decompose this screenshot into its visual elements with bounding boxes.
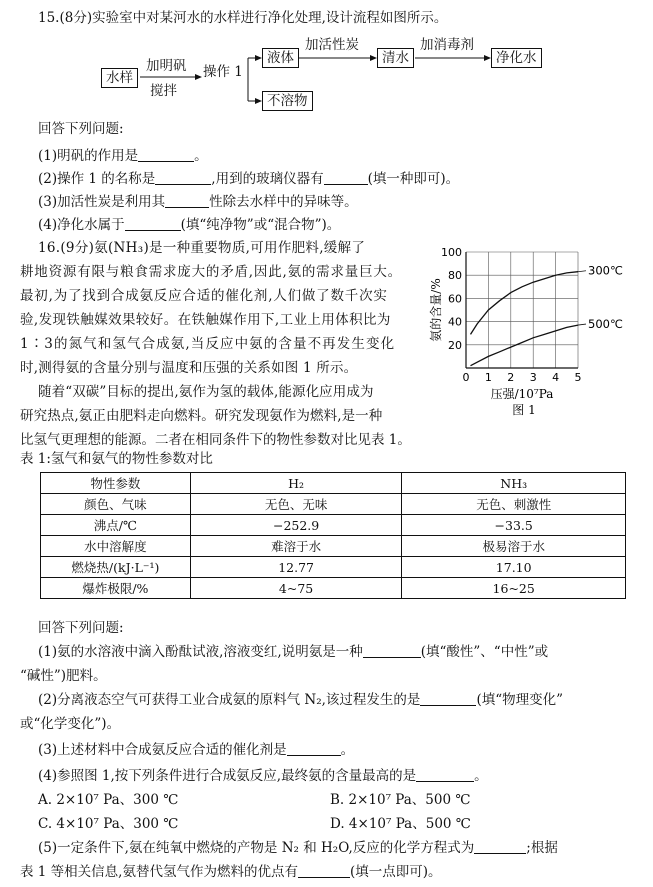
table-row [41,536,626,557]
q16-item-1: (1)氨的水溶液中滴入酚酞试液,溶液变红,说明氨是一种 (填“酸性”、“中性”或 [38,644,549,660]
flow-sample-box: 水样 [101,68,138,88]
q15-item-4: (4)净化水属于 (填“纯净物”或“混合物”)。 [38,217,341,233]
q16-para-line: 验,发现铁触媒效果较好。在铁触媒作用下,工业上用体积比为 [20,312,391,328]
x-tick-label: 1 [484,371,492,384]
table-cell: 16~25 [402,578,626,599]
table-row [41,515,626,536]
table-cell: 难溶于水 [190,536,402,557]
series-leader [578,271,586,272]
q16-item-1-cont: “碱性”)肥料。 [20,668,107,684]
answer-blank[interactable] [138,147,194,162]
x-tick-label: 4 [552,371,560,384]
table-cell: 无色、刺激性 [402,494,626,515]
answer-blank[interactable] [420,691,476,706]
flow-insoluble-box: 不溶物 [262,91,313,111]
table-cell: 水中溶解度 [41,536,191,557]
flow-add-disinfectant-label: 加消毒剂 [420,37,474,53]
y-tick-label: 80 [448,269,462,283]
table-cell: −252.9 [190,515,402,536]
table-cell: 极易溶于水 [402,536,626,557]
table-header-cell: H₂ [190,473,402,494]
flow-clear-water-box: 清水 [377,48,414,68]
q15-prompt: 回答下列问题: [38,121,124,137]
answer-blank[interactable] [474,839,526,854]
q16-para-line: 1∶3的氮气和氢气合成氨,当反应中氨的含量不再发生变化 [20,336,396,352]
flow-liquid-box: 液体 [262,48,299,68]
answer-blank[interactable] [416,767,474,782]
q16-para-line: 比氢气更理想的能源。二者在相同条件下的物性参数对比见表 1。 [20,432,411,448]
q15-item-3: (3)加活性炭是利用其 性除去水样中的异味等。 [38,194,358,210]
table-cell: 沸点/℃ [41,515,191,536]
q16-prompt: 回答下列问题: [38,620,124,636]
q16-para-line: 随着“双碳”目标的提出,氨作为氢的载体,能源化应用成为 [38,384,374,400]
q16-item-2: (2)分离液态空气可获得工业合成氨的原料气 N₂,该过程发生的是 (填“物理变化” [38,692,564,708]
answer-blank[interactable] [165,193,209,208]
table-row [41,494,626,515]
q16-para-line: 16.(9分)氨(NH₃)是一种重要物质,可用作肥料,缓解了 [38,240,366,256]
table-cell: 燃烧热/(kJ·L⁻¹) [41,557,191,578]
ammonia-content-chart [428,240,650,420]
x-tick-label: 3 [529,371,537,384]
answer-blank[interactable] [324,170,368,185]
y-tick-label: 100 [441,246,462,259]
flow-stir-label: 搅拌 [150,83,177,99]
x-axis-label: 压强/10⁷Pa [490,387,554,401]
q16-item-3: (3)上述材料中合成氨反应合适的催化剂是 。 [38,742,355,758]
table-cell: 颜色、气味 [41,494,191,515]
series-label: 500℃ [588,317,623,332]
flow-add-alum-label: 加明矾 [146,58,187,74]
q16-para-line: 时,测得氨的含量分别与温度和压强的关系如图 1 所示。 [20,360,358,376]
q16-item-5-cont: 表 1 等相关信息,氨替代氢气作为燃料的优点有 (填一点即可)。 [20,864,442,880]
q15-item-2: (2)操作 1 的名称是 ,用到的玻璃仪器有 (填一种即可)。 [38,171,460,187]
q15-header: 15.(8分)实验室中对某河水的水样进行净化处理,设计流程如图所示。 [38,10,448,26]
answer-blank[interactable] [155,170,211,185]
option-b[interactable]: B. 2×10⁷ Pa、500 ℃ [330,792,471,808]
flow-arrows [0,0,653,120]
series-label: 300℃ [588,263,623,278]
y-tick-label: 60 [448,292,462,306]
table-cell: 4~75 [190,578,402,599]
flow-op1-label: 操作 1 [203,64,243,80]
properties-table [40,472,626,599]
y-tick-label: 20 [448,338,462,352]
q16-item-4: (4)参照图 1,按下列条件进行合成氨反应,最终氨的含量最高的是 。 [38,768,488,784]
table-cell: 12.77 [190,557,402,578]
answer-blank[interactable] [287,741,341,756]
table-row [41,578,626,599]
table-cell: 爆炸极限/% [41,578,191,599]
flow-purified-water-box: 净化水 [491,48,542,68]
flow-add-carbon-label: 加活性炭 [305,37,359,53]
q16-item-2-cont: 或“化学变化”)。 [20,716,121,732]
option-c[interactable]: C. 4×10⁷ Pa、300 ℃ [38,816,179,832]
answer-blank[interactable] [298,863,350,878]
table-row [41,557,626,578]
q16-para-line: 耕地资源有限与粮食需求庞大的矛盾,因此,氨的需求量巨大。 [20,264,402,280]
x-tick-label: 0 [462,371,470,384]
table-header-cell: 物性参数 [41,473,191,494]
table-title: 表 1:氢气和氨气的物性参数对比 [20,451,213,467]
q16-para-line: 最初,为了找到合成氨反应合适的催化剂,人们做了数千次实 [20,288,388,304]
table-cell: −33.5 [402,515,626,536]
chart-title: 图 1 [512,403,536,417]
y-tick-label: 40 [448,315,462,329]
q15-item-1: (1)明矾的作用是 。 [38,148,208,164]
series-line-500c [471,325,579,366]
answer-blank[interactable] [125,216,181,231]
q16-item-5: (5)一定条件下,氨在纯氧中燃烧的产物是 N₂ 和 H₂O,反应的化学方程式为 ;根据 [38,840,558,856]
table-cell: 17.10 [402,557,626,578]
x-tick-label: 2 [507,371,515,384]
table-header-cell: NH₃ [402,473,626,494]
series-leader [578,324,586,325]
table-cell: 无色、无味 [190,494,402,515]
series-line-300c [471,272,579,335]
x-tick-label: 5 [574,371,582,384]
table-header-row [41,473,626,494]
answer-blank[interactable] [363,643,421,658]
option-d[interactable]: D. 4×10⁷ Pa、500 ℃ [330,816,471,832]
q16-para-line: 研究热点,氨正由肥料走向燃料。研究发现氨作为燃料,是一种 [20,408,383,424]
option-a[interactable]: A. 2×10⁷ Pa、300 ℃ [38,792,179,808]
y-axis-label: 氨的含量/% [429,278,443,342]
